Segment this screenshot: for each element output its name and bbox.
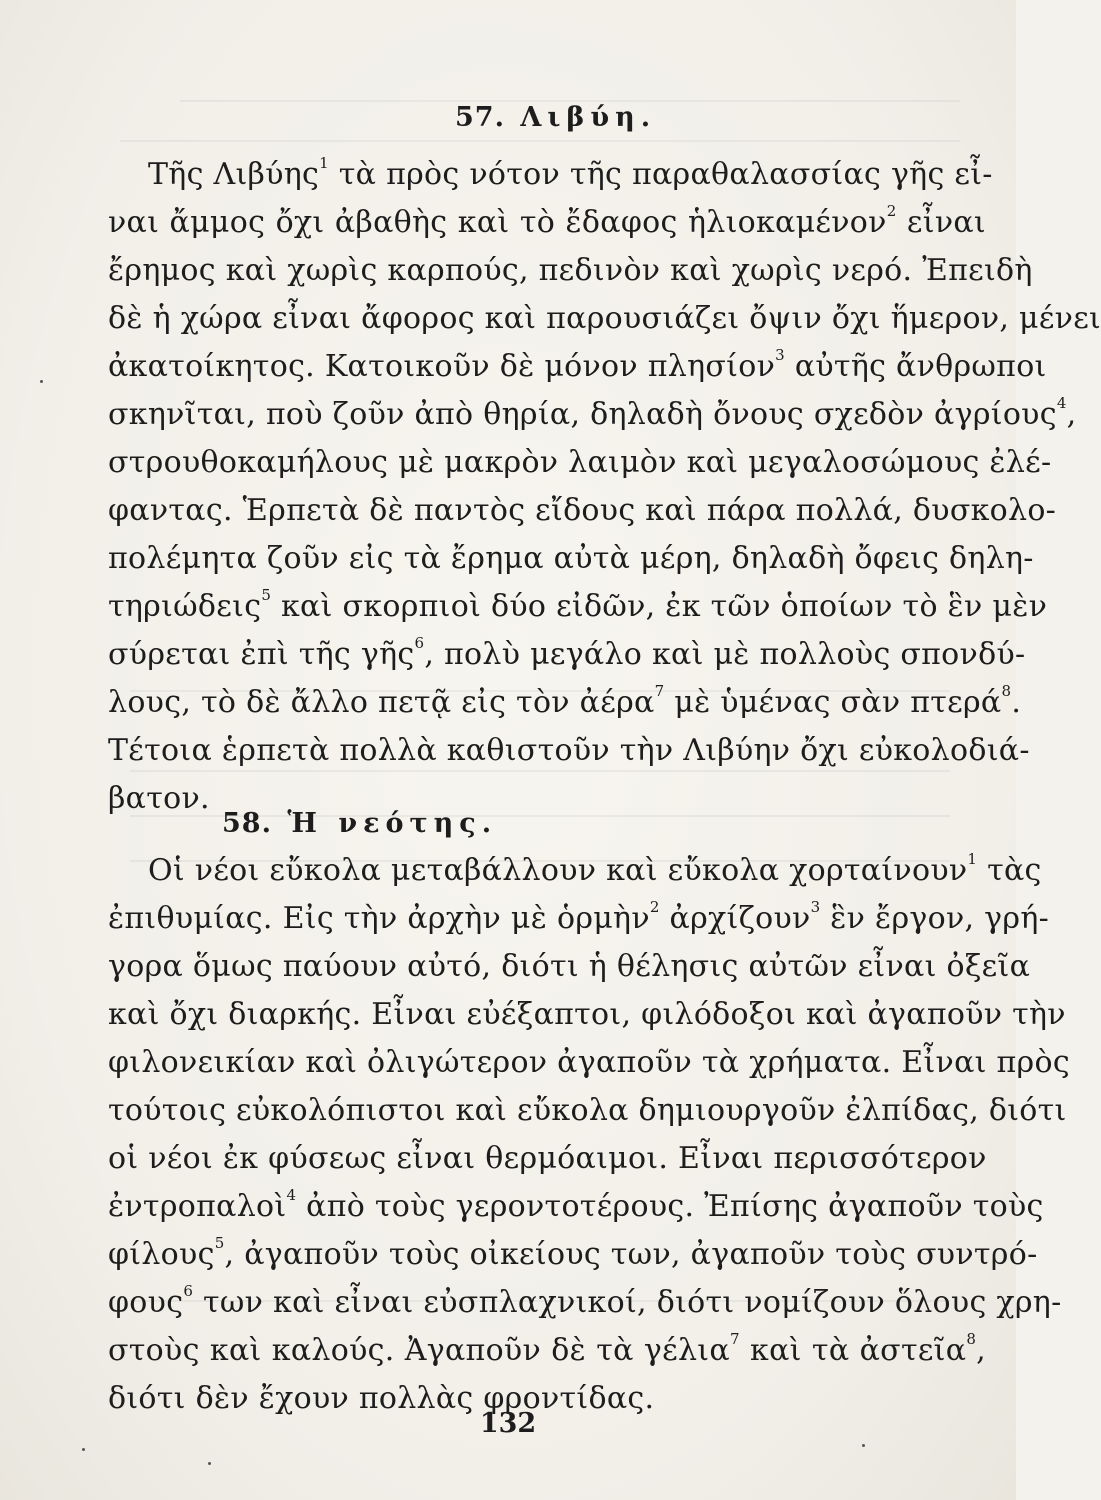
text-segment: φους: [108, 1285, 184, 1320]
text-segment: φαντας. Ἑρπετὰ δὲ παντὸς εἴδους καὶ πάρα πολλά, δυσκολο-: [108, 493, 1057, 528]
speck: [40, 380, 43, 383]
text-line: [108, 253, 1033, 288]
text-segment: οἱ νέοι ἐκ φύσεως εἶναι θερμόαιμοι. Εἶναι περισσότερον: [108, 1141, 987, 1176]
text-segment: σκηνῖται, ποὺ ζοῦν ἀπὸ θηρία, δηλαδὴ ὄνους σχεδὸν ἀγρίους: [108, 397, 1057, 432]
text-segment: ἓν ἔργον, γρή-: [820, 901, 1050, 936]
speck: [82, 1448, 85, 1451]
text-line: [108, 733, 1030, 768]
text-segment: τὰς: [977, 853, 1042, 888]
text-line: [108, 1141, 987, 1176]
text-segment: τηριώδεις: [108, 589, 262, 624]
text-segment: Τέτοια ἑρπετὰ πολλὰ καθιστοῦν τὴν Λιβύην ὄχι εὐκολοδιά-: [108, 733, 1030, 768]
text-line: [108, 1282, 1062, 1320]
text-line: [108, 781, 210, 816]
text-line: [108, 493, 1057, 528]
text-segment: πολέμητα ζοῦν εἰς τὰ ἔρημα αὐτὰ μέρη, δηλαδὴ ὄφεις δηλη-: [108, 541, 1034, 576]
text-segment: των καὶ εἶναι εὐσπλαχνικοί, διότι νομίζουν ὅλους χρη-: [193, 1285, 1062, 1320]
text-segment: Οἱ νέοι εὔκολα μεταβάλλουν καὶ εὔκολα χορταίνουν: [148, 853, 968, 888]
text-segment: λους, τὸ δὲ ἄλλο πετᾷ εἰς τὸν ἀέρα: [108, 685, 655, 720]
text-segment: φιλονεικίαν καὶ ὀλιγώτερον ἀγαποῦν τὰ χρήματα. Εἶναι πρὸς: [108, 1045, 1070, 1080]
text-line: [108, 394, 1077, 432]
text-line: [148, 154, 993, 192]
text-segment: ἀρχίζουν: [659, 901, 811, 936]
text-segment: ,: [1066, 397, 1077, 432]
text-line: [108, 1093, 1067, 1128]
text-segment: γορα ὅμως παύουν αὐτό, διότι ἡ θέλησις αὐτῶν εἶναι ὀξεῖα: [108, 949, 1031, 984]
text-segment: στοὺς καὶ καλούς. Ἀγαποῦν δὲ τὰ γέλια: [108, 1333, 730, 1368]
footnote-marker: 6: [414, 634, 425, 652]
text-segment: τὰ πρὸς νότον τῆς παραθαλασσίας γῆς εἶ-: [328, 157, 993, 192]
text-segment: στρουθοκαμήλους μὲ μακρὸν λαιμὸν καὶ μεγαλοσώμους ἐλέ-: [108, 445, 1052, 480]
section-57-heading: [455, 102, 656, 133]
text-line: [148, 850, 1042, 888]
text-line: [108, 1234, 1038, 1272]
text-segment: , πολὺ μεγάλο καὶ μὲ πολλοὺς σπονδύ-: [424, 637, 1026, 672]
text-segment: εἶναι: [896, 205, 986, 240]
text-line: [108, 634, 1026, 672]
footnote-marker: 7: [654, 682, 665, 700]
text-line: [108, 586, 1048, 624]
text-line: [108, 346, 1047, 384]
footnote-marker: 1: [967, 850, 978, 868]
speck: [862, 1444, 865, 1447]
text-segment: ἀπὸ τοὺς γεροντοτέρους. Ἐπίσης ἀγαποῦν τοὺς: [296, 1189, 1044, 1224]
text-segment: ναι ἄμμος ὄχι ἀβαθὴς καὶ τὸ ἔδαφος ἡλιοκαμένον: [108, 205, 887, 240]
text-line: [108, 301, 1101, 336]
text-line: [108, 1330, 986, 1368]
text-segment: , ἀγαποῦν τοὺς οἰκείους των, ἀγαποῦν τοὺς συντρό-: [224, 1237, 1038, 1272]
text-segment: σύρεται ἐπὶ τῆς γῆς: [108, 637, 415, 672]
text-segment: αὐτῆς ἄνθρωποι: [784, 349, 1047, 384]
section-58-heading: [222, 808, 497, 839]
text-line: [108, 202, 986, 240]
text-segment: ,: [976, 1333, 986, 1368]
text-segment: τούτοις εὐκολόπιστοι καὶ εὔκολα δημιουργοῦν ἐλπίδας, διότι: [108, 1093, 1067, 1128]
text-line: [108, 541, 1034, 576]
footnote-marker: 4: [1056, 394, 1067, 412]
text-segment: Τῆς Λιβύης: [148, 157, 320, 192]
text-segment: .: [1011, 685, 1022, 720]
footnote-marker: 5: [214, 1234, 225, 1252]
text-line: [108, 1186, 1044, 1224]
page-number: 132: [479, 1408, 537, 1439]
text-segment: ἀκατοίκητος. Κατοικοῦν δὲ μόνον πλησίον: [108, 349, 776, 384]
text-line: [108, 898, 1050, 936]
footnote-marker: 3: [775, 346, 785, 364]
section-57-title: Λιβύη.: [520, 102, 657, 133]
section-58-title: Ἡ νεότης.: [287, 808, 498, 839]
footnote-marker: 3: [810, 898, 821, 916]
footnote-marker: 4: [286, 1186, 297, 1204]
text-line: [108, 949, 1031, 984]
text-line: [108, 445, 1052, 480]
section-57-number: 57.: [455, 102, 505, 133]
footnote-marker: 7: [729, 1330, 740, 1348]
footnote-marker: 5: [261, 586, 272, 604]
speck: [208, 1462, 211, 1465]
footnote-marker: 1: [319, 154, 329, 172]
text-line: [108, 1045, 1070, 1080]
text-segment: καὶ ὄχι διαρκής. Εἶναι εὐέξαπτοι, φιλόδοξοι καὶ ἀγαποῦν τὴν: [108, 997, 1066, 1032]
text-segment: βατον.: [108, 781, 210, 816]
footnote-marker: 6: [183, 1282, 194, 1300]
text-segment: φίλους: [108, 1237, 215, 1272]
footnote-marker: 8: [966, 1330, 977, 1348]
text-segment: διότι δὲν ἔχουν πολλὰς φροντίδας.: [108, 1381, 655, 1416]
text-segment: ἔρημος καὶ χωρὶς καρπούς, πεδινὸν καὶ χωρὶς νερό. Ἐπειδὴ: [108, 253, 1033, 288]
section-58-number: 58.: [222, 808, 272, 839]
text-segment: καὶ τὰ ἀστεῖα: [739, 1333, 967, 1368]
text-segment: δὲ ἡ χώρα εἶναι ἄφορος καὶ παρουσιάζει ὄψιν ὄχι ἥμερον, μένει: [108, 301, 1101, 336]
text-line: [108, 682, 1022, 720]
text-segment: ἐπιθυμίας. Εἰς τὴν ἀρχὴν μὲ ὁρμὴν: [108, 901, 650, 936]
text-segment: μὲ ὑμένας σὰν πτερά: [664, 685, 1002, 720]
footnote-marker: 2: [886, 202, 897, 220]
text-segment: καὶ σκορπιοὶ δύο εἰδῶν, ἐκ τῶν ὁποίων τὸ ἓν μὲν: [271, 589, 1048, 624]
footnote-marker: 8: [1001, 682, 1012, 700]
text-segment: ἐντροπαλοὶ: [108, 1189, 287, 1224]
text-line: [108, 997, 1066, 1032]
footnote-marker: 2: [649, 898, 660, 916]
